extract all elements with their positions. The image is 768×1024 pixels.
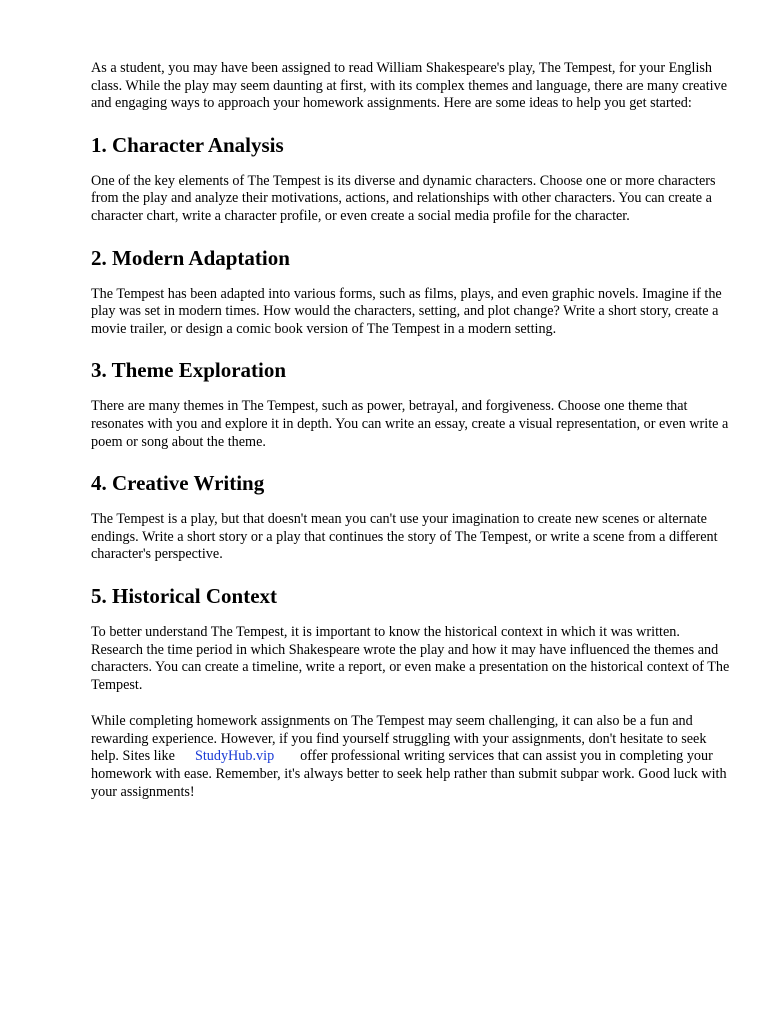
section-historical-context (91, 583, 731, 694)
section-theme-exploration (91, 357, 731, 451)
document-page (91, 60, 731, 801)
section-body: To better understand The Tempest, it is important to know the historical context in which it was written. Research the time period in which Shakespeare wrote the play and how it may have influenced the themes and characters. You can create a timeline, write a report, or even make a presentation on the historical context of The Tempest. (91, 623, 730, 693)
section-heading: 1. Character Analysis (91, 132, 284, 157)
closing-paragraph (91, 713, 731, 801)
closing-text-after-link: offer professional writing services that can assist you in completing your homework with ease. Remember, it's always better to seek help rather than submit subpar work. Good luck with your assignments! (91, 748, 727, 800)
intro-paragraph: As a student, you may have been assigned to read William Shakespeare's play, The Tempest, for your English class. While the play may seem daunting at first, with its complex themes and language, there are many creative and engaging ways to approach your homework assignments. Here are some ideas to help you get started: (91, 60, 727, 112)
section-heading: 4. Creative Writing (91, 471, 265, 496)
section-creative-writing (91, 470, 731, 564)
section-heading: 3. Theme Exploration (91, 358, 287, 383)
studyhub-link[interactable]: StudyHub.vip (194, 748, 275, 765)
section-body: There are many themes in The Tempest, such as power, betrayal, and forgiveness. Choose one theme that resonates with you and explore it in depth. You can write an essay, create a visual representation, or even write a poem or song about the theme. (91, 398, 729, 450)
section-heading: 2. Modern Adaptation (91, 245, 290, 270)
section-heading: 5. Historical Context (91, 583, 278, 608)
section-character-analysis (91, 132, 731, 226)
closing-text-before-link: While completing homework assignments on The Tempest may seem challenging, it can also be a fun and rewarding experience. However, if you find yourself struggling with your assignments, don't hesitate to seek help. Sites like (91, 713, 707, 765)
section-body: The Tempest is a play, but that doesn't mean you can't use your imagination to create new scenes or alternate endings. Write a short story or a play that continues the story of The Tempest, or write a scene from a different character's perspective. (91, 511, 718, 563)
section-modern-adaptation (91, 245, 731, 339)
section-body: One of the key elements of The Tempest is its diverse and dynamic characters. Choose one or more characters from the play and analyze their motivations, actions, and relationships with other characters. You can create a character chart, write a character profile, or even create a social media profile for the character. (91, 172, 716, 224)
section-body: The Tempest has been adapted into various forms, such as films, plays, and even graphic novels. Imagine if the play was set in modern times. How would the characters, setting, and plot change? Write a short story, create a movie trailer, or design a comic book version of The Tempest in a modern setting. (91, 285, 722, 337)
